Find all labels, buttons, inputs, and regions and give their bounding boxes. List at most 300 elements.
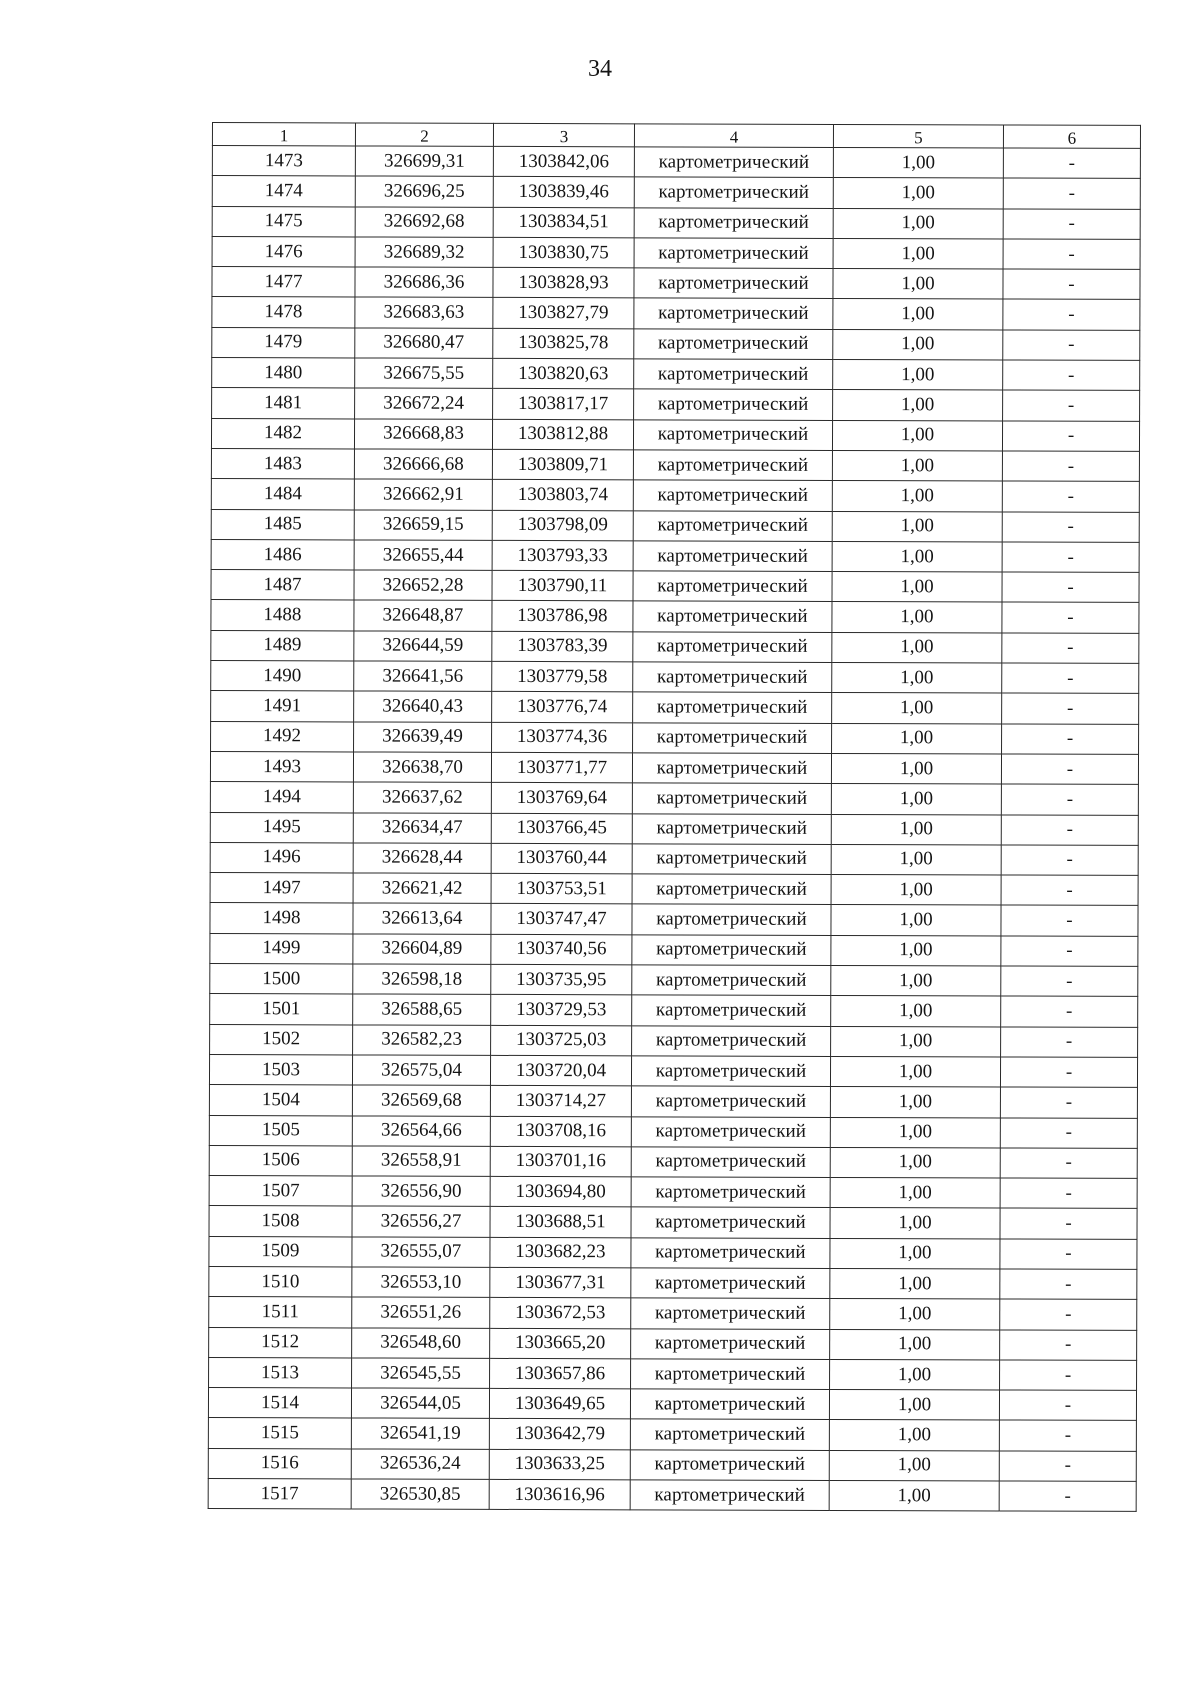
method-cell: картометрический <box>633 692 832 723</box>
method-cell: картометрический <box>632 995 831 1026</box>
x-coordinate-cell: 326621,42 <box>353 873 491 904</box>
method-cell: картометрический <box>631 1359 830 1390</box>
table-row <box>211 691 1139 724</box>
description-cell: - <box>1001 784 1138 815</box>
point-number-cell: 1516 <box>208 1448 351 1479</box>
precision-cell: 1,00 <box>832 632 1002 663</box>
x-coordinate-cell: 326683,63 <box>355 297 493 328</box>
description-cell: - <box>999 1390 1136 1421</box>
precision-cell: 1,00 <box>832 541 1002 572</box>
x-coordinate-cell: 326696,25 <box>355 176 493 207</box>
method-cell: картометрический <box>632 1025 831 1056</box>
table-header <box>212 123 1140 149</box>
point-number-cell: 1483 <box>211 448 354 479</box>
y-coordinate-cell: 1303827,79 <box>493 298 634 329</box>
point-number-cell: 1505 <box>209 1115 352 1146</box>
x-coordinate-cell: 326672,24 <box>355 388 493 419</box>
x-coordinate-cell: 326648,87 <box>354 600 492 631</box>
method-cell: картометрический <box>632 874 831 905</box>
table-row <box>211 570 1139 603</box>
x-coordinate-cell: 326655,44 <box>354 540 492 571</box>
method-cell: картометрический <box>633 510 832 541</box>
table-row <box>211 661 1139 694</box>
description-cell: - <box>1001 845 1138 876</box>
y-coordinate-cell: 1303779,58 <box>492 661 633 692</box>
x-coordinate-cell: 326641,56 <box>354 661 492 692</box>
y-coordinate-cell: 1303817,17 <box>493 389 634 420</box>
table-row <box>212 327 1140 360</box>
description-cell: - <box>1003 330 1140 361</box>
method-cell: картометрический <box>634 147 833 178</box>
x-coordinate-cell: 326545,55 <box>352 1358 490 1389</box>
description-cell: - <box>1001 996 1138 1027</box>
description-cell: - <box>1003 390 1140 421</box>
point-number-cell: 1485 <box>211 509 354 540</box>
table-row <box>209 1327 1137 1360</box>
precision-cell: 1,00 <box>830 1359 1000 1390</box>
point-number-cell: 1486 <box>211 539 354 570</box>
precision-cell: 1,00 <box>831 844 1001 875</box>
point-number-cell: 1475 <box>212 206 355 237</box>
description-cell: - <box>1003 269 1140 300</box>
x-coordinate-cell: 326582,23 <box>353 1025 491 1056</box>
method-cell: картометрический <box>631 1268 830 1299</box>
method-cell: картометрический <box>632 965 831 996</box>
point-number-cell: 1506 <box>209 1145 352 1176</box>
method-cell: картометрический <box>634 359 833 390</box>
x-coordinate-cell: 326662,91 <box>354 479 492 510</box>
point-number-cell: 1492 <box>211 721 354 752</box>
y-coordinate-cell: 1303649,65 <box>489 1389 630 1420</box>
header-cell-6: 6 <box>1003 125 1140 148</box>
description-cell: - <box>1002 633 1139 664</box>
description-cell: - <box>999 1451 1136 1482</box>
y-coordinate-cell: 1303740,56 <box>491 934 632 965</box>
point-number-cell: 1504 <box>209 1085 352 1116</box>
description-cell: - <box>999 1420 1136 1451</box>
method-cell: картометрический <box>632 753 831 784</box>
x-coordinate-cell: 326604,89 <box>353 934 491 965</box>
method-cell: картометрический <box>634 207 833 238</box>
precision-cell: 1,00 <box>832 450 1002 481</box>
method-cell: картометрический <box>632 935 831 966</box>
method-cell: картометрический <box>631 1177 830 1208</box>
table-row <box>209 1115 1137 1148</box>
table-row <box>211 479 1139 512</box>
method-cell: картометрический <box>634 298 833 329</box>
x-coordinate-cell: 326598,18 <box>353 964 491 995</box>
y-coordinate-cell: 1303774,36 <box>492 722 633 753</box>
method-cell: картометрический <box>630 1480 829 1511</box>
precision-cell: 1,00 <box>829 1450 999 1481</box>
coordinates-table <box>208 122 1141 1512</box>
description-cell: - <box>1002 693 1139 724</box>
description-cell: - <box>1002 724 1139 755</box>
table-row <box>211 539 1139 572</box>
method-cell: картометрический <box>631 1298 830 1329</box>
description-cell: - <box>1001 936 1138 967</box>
precision-cell: 1,00 <box>831 935 1001 966</box>
method-cell: картометрический <box>630 1389 829 1420</box>
y-coordinate-cell: 1303682,23 <box>490 1237 631 1268</box>
table-row <box>212 297 1140 330</box>
description-cell: - <box>1001 875 1138 906</box>
method-cell: картометрический <box>632 904 831 935</box>
y-coordinate-cell: 1303657,86 <box>490 1358 631 1389</box>
header-cell-4: 4 <box>634 124 833 148</box>
point-number-cell: 1515 <box>208 1418 351 1449</box>
y-coordinate-cell: 1303688,51 <box>490 1207 631 1238</box>
precision-cell: 1,00 <box>829 1390 999 1421</box>
y-coordinate-cell: 1303720,04 <box>490 1055 631 1086</box>
point-number-cell: 1481 <box>212 388 355 419</box>
x-coordinate-cell: 326530,85 <box>351 1479 489 1510</box>
table-row <box>212 146 1140 179</box>
precision-cell: 1,00 <box>830 1268 1000 1299</box>
description-cell: - <box>1003 299 1140 330</box>
y-coordinate-cell: 1303665,20 <box>490 1328 631 1359</box>
description-cell: - <box>1000 1330 1137 1361</box>
method-cell: картометрический <box>634 389 833 420</box>
point-number-cell: 1513 <box>209 1357 352 1388</box>
method-cell: картометрический <box>633 480 832 511</box>
table-row <box>209 1176 1137 1209</box>
y-coordinate-cell: 1303766,45 <box>491 813 632 844</box>
y-coordinate-cell: 1303803,74 <box>492 480 633 511</box>
description-cell: - <box>1003 209 1140 240</box>
description-cell: - <box>1001 815 1138 846</box>
y-coordinate-cell: 1303677,31 <box>490 1267 631 1298</box>
x-coordinate-cell: 326613,64 <box>353 903 491 934</box>
point-number-cell: 1478 <box>212 297 355 328</box>
table-row <box>210 751 1138 784</box>
precision-cell: 1,00 <box>833 390 1003 421</box>
y-coordinate-cell: 1303812,88 <box>492 419 633 450</box>
description-cell: - <box>1002 663 1139 694</box>
precision-cell: 1,00 <box>830 1117 1000 1148</box>
table-row <box>210 1024 1138 1057</box>
x-coordinate-cell: 326652,28 <box>354 570 492 601</box>
x-coordinate-cell: 326680,47 <box>355 328 493 359</box>
precision-cell: 1,00 <box>830 1087 1000 1118</box>
x-coordinate-cell: 326544,05 <box>351 1388 489 1419</box>
y-coordinate-cell: 1303753,51 <box>491 874 632 905</box>
x-coordinate-cell: 326692,68 <box>355 207 493 238</box>
y-coordinate-cell: 1303725,03 <box>491 1025 632 1056</box>
table-row <box>209 1054 1137 1087</box>
point-number-cell: 1497 <box>210 873 353 904</box>
description-cell: - <box>1001 966 1138 997</box>
table-row <box>210 842 1138 875</box>
y-coordinate-cell: 1303809,71 <box>492 449 633 480</box>
coordinates-table-container <box>208 122 1140 1512</box>
description-cell: - <box>1002 512 1139 543</box>
method-cell: картометрический <box>633 450 832 481</box>
point-number-cell: 1498 <box>210 903 353 934</box>
point-number-cell: 1477 <box>212 267 355 298</box>
page-number: 34 <box>588 56 612 82</box>
table-row <box>209 1266 1137 1299</box>
method-cell: картометрический <box>631 1207 830 1238</box>
point-number-cell: 1509 <box>209 1236 352 1267</box>
x-coordinate-cell: 326659,15 <box>354 510 492 541</box>
y-coordinate-cell: 1303616,96 <box>489 1479 630 1510</box>
precision-cell: 1,00 <box>831 814 1001 845</box>
description-cell: - <box>1000 1087 1137 1118</box>
point-number-cell: 1489 <box>211 630 354 661</box>
precision-cell: 1,00 <box>833 208 1003 239</box>
method-cell: картометрический <box>633 632 832 663</box>
precision-cell: 1,00 <box>831 1026 1001 1057</box>
y-coordinate-cell: 1303776,74 <box>492 692 633 723</box>
header-cell-1: 1 <box>212 123 355 146</box>
precision-cell: 1,00 <box>829 1420 999 1451</box>
description-cell: - <box>1002 481 1139 512</box>
x-coordinate-cell: 326588,65 <box>353 994 491 1025</box>
y-coordinate-cell: 1303793,33 <box>492 540 633 571</box>
description-cell: - <box>1000 1269 1137 1300</box>
point-number-cell: 1480 <box>212 358 355 389</box>
table-row <box>211 630 1139 663</box>
table-row <box>209 1236 1137 1269</box>
description-cell: - <box>1003 360 1140 391</box>
precision-cell: 1,00 <box>833 238 1003 269</box>
table-body <box>208 146 1140 1512</box>
description-cell: - <box>1000 1178 1137 1209</box>
description-cell: - <box>1000 1299 1137 1330</box>
point-number-cell: 1482 <box>211 418 354 449</box>
table-row <box>209 1206 1137 1239</box>
point-number-cell: 1503 <box>209 1054 352 1085</box>
precision-cell: 1,00 <box>833 147 1003 178</box>
precision-cell: 1,00 <box>830 1208 1000 1239</box>
method-cell: картометрический <box>633 541 832 572</box>
point-number-cell: 1484 <box>211 479 354 510</box>
method-cell: картометрический <box>630 1419 829 1450</box>
method-cell: картометрический <box>633 601 832 632</box>
table-row <box>212 206 1140 239</box>
x-coordinate-cell: 326668,83 <box>354 419 492 450</box>
y-coordinate-cell: 1303694,80 <box>490 1176 631 1207</box>
y-coordinate-cell: 1303790,11 <box>492 571 633 602</box>
method-cell: картометрический <box>631 1116 830 1147</box>
y-coordinate-cell: 1303642,79 <box>489 1419 630 1450</box>
method-cell: картометрический <box>633 722 832 753</box>
y-coordinate-cell: 1303672,53 <box>490 1298 631 1329</box>
header-row <box>212 123 1140 149</box>
method-cell: картометрический <box>634 268 833 299</box>
description-cell: - <box>999 1481 1136 1512</box>
table-row <box>211 600 1139 633</box>
description-cell: - <box>1002 602 1139 633</box>
y-coordinate-cell: 1303842,06 <box>493 146 634 177</box>
y-coordinate-cell: 1303786,98 <box>492 601 633 632</box>
table-row <box>208 1388 1136 1421</box>
y-coordinate-cell: 1303834,51 <box>493 207 634 238</box>
table-row <box>210 812 1138 845</box>
table-row <box>212 388 1140 421</box>
y-coordinate-cell: 1303830,75 <box>493 237 634 268</box>
x-coordinate-cell: 326548,60 <box>352 1328 490 1359</box>
point-number-cell: 1476 <box>212 236 355 267</box>
x-coordinate-cell: 326686,36 <box>355 267 493 298</box>
x-coordinate-cell: 326639,49 <box>354 722 492 753</box>
method-cell: картометрический <box>634 329 833 360</box>
method-cell: картометрический <box>632 813 831 844</box>
point-number-cell: 1501 <box>210 994 353 1025</box>
y-coordinate-cell: 1303747,47 <box>491 904 632 935</box>
x-coordinate-cell: 326569,68 <box>352 1085 490 1116</box>
point-number-cell: 1499 <box>210 933 353 964</box>
x-coordinate-cell: 326541,19 <box>351 1418 489 1449</box>
precision-cell: 1,00 <box>831 996 1001 1027</box>
table-row <box>211 448 1139 481</box>
table-row <box>209 1297 1137 1330</box>
table-row <box>210 873 1138 906</box>
point-number-cell: 1488 <box>211 600 354 631</box>
y-coordinate-cell: 1303735,95 <box>491 964 632 995</box>
method-cell: картометрический <box>634 238 833 269</box>
method-cell: картометрический <box>632 783 831 814</box>
precision-cell: 1,00 <box>830 1178 1000 1209</box>
precision-cell: 1,00 <box>832 723 1002 754</box>
description-cell: - <box>1000 1208 1137 1239</box>
method-cell: картометрический <box>633 419 832 450</box>
description-cell: - <box>1002 572 1139 603</box>
table-row <box>210 933 1138 966</box>
method-cell: картометрический <box>631 1328 830 1359</box>
header-cell-2: 2 <box>355 123 493 146</box>
y-coordinate-cell: 1303708,16 <box>490 1116 631 1147</box>
y-coordinate-cell: 1303771,77 <box>491 752 632 783</box>
method-cell: картометрический <box>631 1086 830 1117</box>
x-coordinate-cell: 326558,91 <box>352 1146 490 1177</box>
header-cell-3: 3 <box>493 123 634 146</box>
description-cell: - <box>1001 754 1138 785</box>
point-number-cell: 1508 <box>209 1206 352 1237</box>
table-row <box>209 1357 1137 1390</box>
precision-cell: 1,00 <box>831 753 1001 784</box>
y-coordinate-cell: 1303839,46 <box>493 177 634 208</box>
precision-cell: 1,00 <box>833 299 1003 330</box>
description-cell: - <box>1003 148 1140 179</box>
table-row <box>208 1479 1136 1512</box>
description-cell: - <box>1003 239 1140 270</box>
precision-cell: 1,00 <box>833 329 1003 360</box>
method-cell: картометрический <box>631 1147 830 1178</box>
method-cell: картометрический <box>633 662 832 693</box>
x-coordinate-cell: 326556,27 <box>352 1206 490 1237</box>
point-number-cell: 1517 <box>208 1479 351 1510</box>
precision-cell: 1,00 <box>832 511 1002 542</box>
x-coordinate-cell: 326575,04 <box>352 1055 490 1086</box>
precision-cell: 1,00 <box>830 1238 1000 1269</box>
point-number-cell: 1500 <box>210 964 353 995</box>
table-row <box>211 721 1139 754</box>
table-row <box>212 358 1140 391</box>
point-number-cell: 1511 <box>209 1297 352 1328</box>
description-cell: - <box>1000 1057 1137 1088</box>
y-coordinate-cell: 1303633,25 <box>489 1449 630 1480</box>
description-cell: - <box>1000 1360 1137 1391</box>
point-number-cell: 1479 <box>212 327 355 358</box>
precision-cell: 1,00 <box>830 1147 1000 1178</box>
description-cell: - <box>1002 542 1139 573</box>
description-cell: - <box>1000 1117 1137 1148</box>
method-cell: картометрический <box>633 571 832 602</box>
table-row <box>209 1085 1137 1118</box>
precision-cell: 1,00 <box>831 784 1001 815</box>
table-row <box>210 782 1138 815</box>
point-number-cell: 1473 <box>212 146 355 177</box>
table-row <box>208 1448 1136 1481</box>
precision-cell: 1,00 <box>830 1299 1000 1330</box>
precision-cell: 1,00 <box>832 420 1002 451</box>
x-coordinate-cell: 326556,90 <box>352 1176 490 1207</box>
precision-cell: 1,00 <box>832 572 1002 603</box>
x-coordinate-cell: 326564,66 <box>352 1115 490 1146</box>
x-coordinate-cell: 326553,10 <box>352 1267 490 1298</box>
x-coordinate-cell: 326536,24 <box>351 1449 489 1480</box>
point-number-cell: 1502 <box>210 1024 353 1055</box>
header-cell-5: 5 <box>833 124 1003 148</box>
description-cell: - <box>1002 421 1139 452</box>
x-coordinate-cell: 326638,70 <box>353 752 491 783</box>
x-coordinate-cell: 326555,07 <box>352 1237 490 1268</box>
method-cell: картометрический <box>634 177 833 208</box>
precision-cell: 1,00 <box>830 1329 1000 1360</box>
x-coordinate-cell: 326637,62 <box>353 782 491 813</box>
y-coordinate-cell: 1303825,78 <box>493 328 634 359</box>
point-number-cell: 1512 <box>209 1327 352 1358</box>
point-number-cell: 1494 <box>210 782 353 813</box>
precision-cell: 1,00 <box>832 693 1002 724</box>
y-coordinate-cell: 1303798,09 <box>492 510 633 541</box>
x-coordinate-cell: 326634,47 <box>353 812 491 843</box>
method-cell: картометрический <box>632 844 831 875</box>
x-coordinate-cell: 326644,59 <box>354 631 492 662</box>
x-coordinate-cell: 326640,43 <box>354 691 492 722</box>
description-cell: - <box>1001 905 1138 936</box>
y-coordinate-cell: 1303760,44 <box>491 843 632 874</box>
table-row <box>210 903 1138 936</box>
y-coordinate-cell: 1303820,63 <box>493 358 634 389</box>
point-number-cell: 1507 <box>209 1176 352 1207</box>
precision-cell: 1,00 <box>831 875 1001 906</box>
y-coordinate-cell: 1303714,27 <box>490 1086 631 1117</box>
x-coordinate-cell: 326551,26 <box>352 1297 490 1328</box>
x-coordinate-cell: 326628,44 <box>353 843 491 874</box>
table-row <box>211 418 1139 451</box>
x-coordinate-cell: 326699,31 <box>355 146 493 177</box>
point-number-cell: 1493 <box>210 751 353 782</box>
precision-cell: 1,00 <box>833 269 1003 300</box>
point-number-cell: 1510 <box>209 1266 352 1297</box>
table-row <box>211 509 1139 542</box>
table-row <box>212 236 1140 269</box>
precision-cell: 1,00 <box>833 360 1003 391</box>
precision-cell: 1,00 <box>832 481 1002 512</box>
point-number-cell: 1514 <box>208 1388 351 1419</box>
point-number-cell: 1487 <box>211 570 354 601</box>
description-cell: - <box>1002 451 1139 482</box>
y-coordinate-cell: 1303769,64 <box>491 783 632 814</box>
precision-cell: 1,00 <box>832 662 1002 693</box>
precision-cell: 1,00 <box>830 1056 1000 1087</box>
method-cell: картометрический <box>631 1238 830 1269</box>
point-number-cell: 1495 <box>210 812 353 843</box>
y-coordinate-cell: 1303729,53 <box>491 995 632 1026</box>
